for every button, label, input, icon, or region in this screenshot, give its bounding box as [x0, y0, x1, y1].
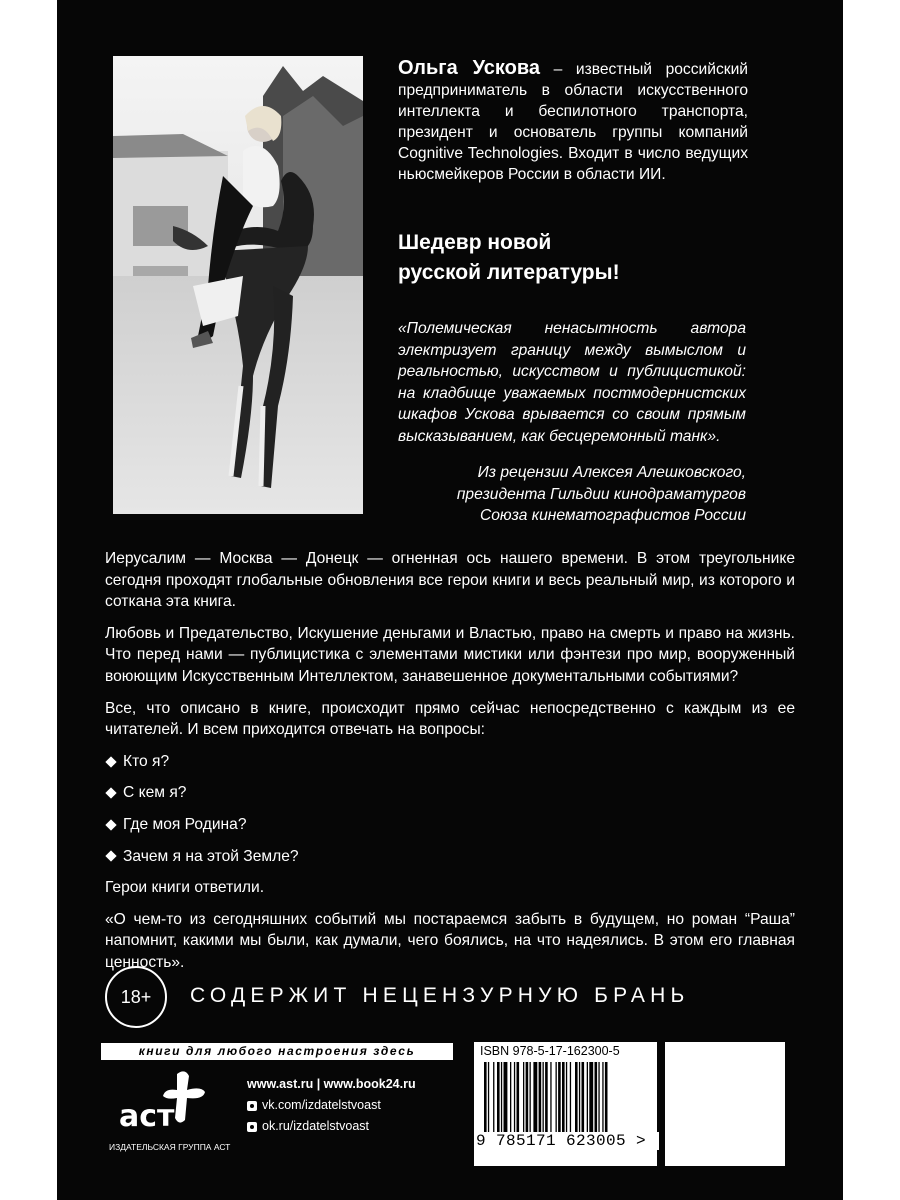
isbn-label: ISBN 978-5-17-162300-5 — [480, 1044, 620, 1058]
review-source-line-1: Из рецензии Алексея Алешковского, — [477, 464, 746, 481]
tagline — [398, 228, 748, 288]
diamond-bullet-icon — [105, 787, 116, 798]
question-item — [105, 782, 795, 804]
vk-link-text: vk.com/izdatelstvoast — [262, 1098, 381, 1112]
content-warning: СОДЕРЖИТ НЕЦЕНЗУРНУЮ БРАНЬ — [190, 984, 690, 1007]
website-links[interactable]: www.ast.ru | www.book24.ru — [247, 1077, 416, 1091]
question-text: Зачем я на этой Земле? — [123, 847, 299, 865]
age-rating-badge: 18+ — [105, 966, 167, 1028]
author-name: Ольга Ускова — [398, 57, 540, 79]
paragraph-4: Герои книги ответили. — [105, 879, 265, 897]
paragraph-5: «О чем-то из сегодняшних событий мы постараемся забыть в будущем, но роман “Раша” напомнит, какими мы были, как думали, чего боялись, на что надеялись. В этом его главная ценность». — [105, 910, 795, 971]
diamond-bullet-icon — [105, 756, 116, 767]
question-item — [105, 846, 795, 868]
review-source-line-3: Союза кинематографистов России — [479, 507, 746, 525]
question-item — [105, 751, 795, 773]
ast-logo — [115, 1068, 225, 1138]
isbn-barcode — [474, 1042, 657, 1166]
ok-link-text: ok.ru/izdatelstvoast — [262, 1119, 369, 1133]
ast-logo-icon — [115, 1068, 225, 1138]
diamond-bullet-icon — [105, 851, 116, 862]
question-item — [105, 814, 795, 836]
question-text: Кто я? — [123, 752, 170, 770]
author-bio — [398, 58, 748, 185]
annotation-text — [105, 548, 795, 984]
review-source-line-2: президента Гильдии кинодраматургов — [456, 485, 746, 503]
vk-link[interactable] — [247, 1095, 416, 1116]
author-bio-text: – известный российский предприниматель в области искусственного интеллекта и беспилотного транспорта, президент и основатель группы компаний Cognitive Technologies. Входит в число ведущих ньюсмейкеров России в области ИИ. — [398, 61, 748, 183]
publisher-name: ИЗДАТЕЛЬСКАЯ ГРУППА АСТ — [109, 1142, 231, 1152]
paragraph-1: Иерусалим — Москва — Донецк — огненная ось нашего времени. В этом треугольнике сегодня проходят глобальные обновления все герои книги и весь реальный мир, из которого и соткана эта книга. — [105, 550, 795, 611]
paragraph-3: Все, что описано в книге, происходит прямо сейчас непосредственно с каждым из ее читателей. И всем приходится отвечать на вопросы: — [105, 699, 795, 739]
question-text: С кем я? — [123, 784, 187, 802]
ok-icon — [247, 1122, 257, 1132]
author-photo — [113, 56, 363, 514]
blank-sticker-area — [665, 1042, 785, 1166]
diamond-bullet-icon — [105, 819, 116, 830]
book-back-cover — [57, 0, 843, 1200]
horse-rider-image — [113, 56, 363, 514]
review-source — [398, 462, 746, 527]
question-text: Где моя Родина? — [123, 815, 247, 833]
ok-link[interactable] — [247, 1116, 416, 1137]
tagline-line-1: Шедевр новой — [398, 231, 552, 254]
ast-logo-text: аст — [119, 1099, 175, 1134]
publisher-links — [247, 1074, 416, 1137]
vk-icon — [247, 1101, 257, 1111]
barcode-digits: 9 785171 623005 > — [474, 1132, 659, 1150]
paragraph-2: Любовь и Предательство, Искушение деньгами и Властью, право на смерть и право на жизнь. Что перед нами — публицистика с элементами мистики или фэнтези про мир, вооруженный воюющим Искусственным Интеллектом, занавешенное документальными событиями? — [105, 624, 795, 685]
review-quote: «Полемическая ненасытность автора электризует границу между вымыслом и реальностью, искусством и публицистикой: на кладбище уважаемых постмодернистских шкафов Ускова врывается со своим прямым высказыванием, как бесцеремонный танк». — [398, 320, 746, 445]
tagline-line-2: русской литературы! — [398, 261, 620, 284]
slogan-bar: книги для любого настроения здесь — [101, 1043, 453, 1060]
